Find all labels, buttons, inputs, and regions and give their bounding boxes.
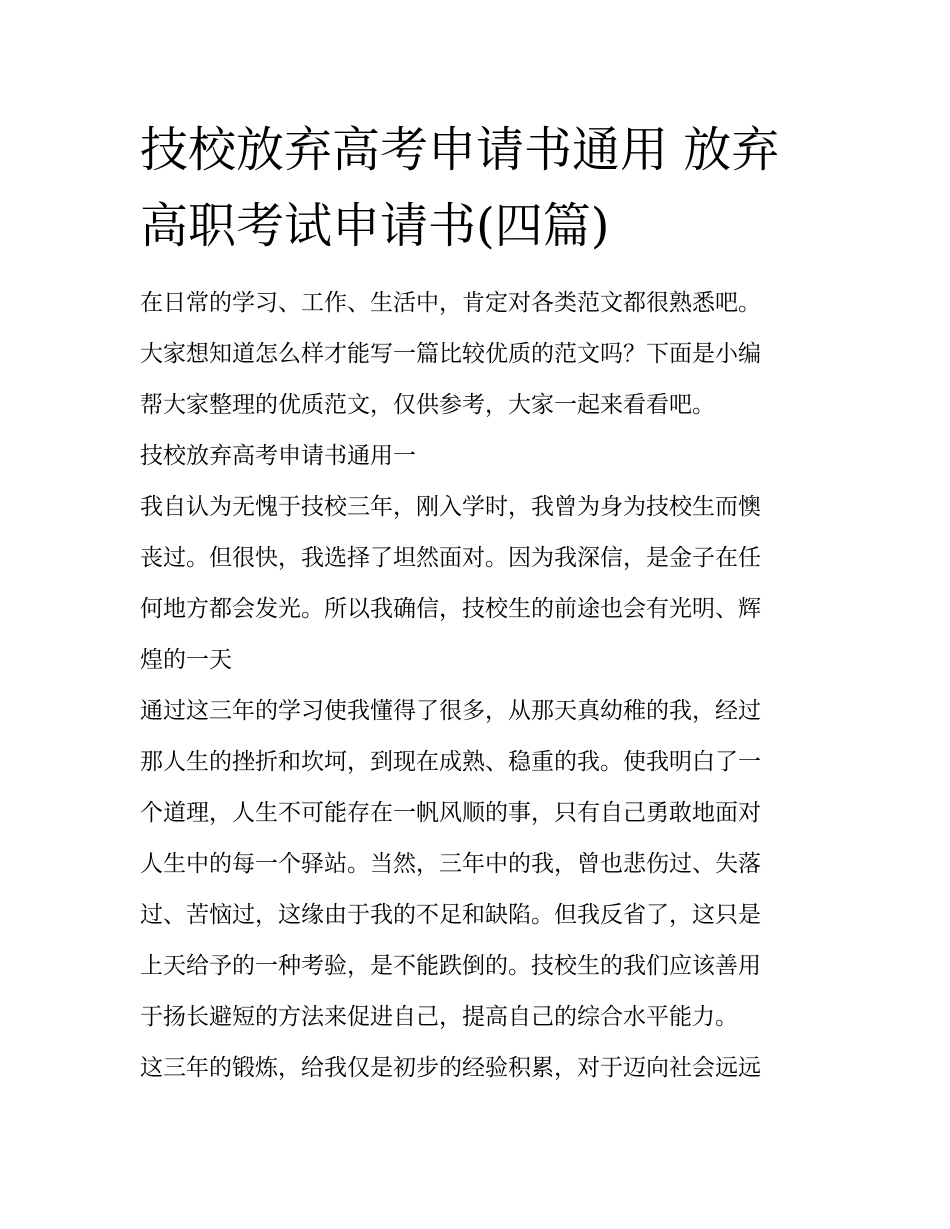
body-line: 于扬长避短的方法来促进自己，提高自己的综合水平能力。: [140, 1004, 738, 1030]
body-line: 大家想知道怎么样才能写一篇比较优质的范文吗？下面是小编: [140, 341, 761, 367]
body-line: 丧过。但很快，我选择了坦然面对。因为我深信，是金子在任: [140, 545, 761, 571]
body-line: 我自认为无愧于技校三年，刚入学时，我曾为身为技校生而懊: [140, 494, 761, 520]
body-line: 通过这三年的学习使我懂得了很多，从那天真幼稚的我，经过: [140, 698, 761, 724]
body-line: 个道理，人生不可能存在一帆风顺的事，只有自己勇敢地面对: [140, 800, 761, 826]
section-heading: 技校放弃高考申请书通用一: [140, 443, 416, 469]
body-line: 帮大家整理的优质范文，仅供参考，大家一起来看看吧。: [140, 392, 715, 418]
document-content: [140, 112, 814, 1094]
document-title: 技校放弃高考申请书通用 放弃高职考试申请书(四篇): [140, 122, 780, 254]
body-line: 这三年的锻炼，给我仅是初步的经验积累，对于迈向社会远远: [140, 1055, 761, 1081]
document-body: [140, 278, 814, 1094]
body-line: 人生中的每一个驿站。当然，三年中的我，曾也悲伤过、失落: [140, 851, 761, 877]
body-line: 煌的一天: [140, 647, 232, 673]
body-line: 在日常的学习、工作、生活中，肯定对各类范文都很熟悉吧。: [140, 290, 761, 316]
body-line: 何地方都会发光。所以我确信，技校生的前途也会有光明、辉: [140, 596, 761, 622]
body-line: 那人生的挫折和坎坷，到现在成熟、稳重的我。使我明白了一: [140, 749, 761, 775]
body-line: 上天给予的一种考验，是不能跌倒的。技校生的我们应该善用: [140, 953, 761, 979]
body-line: 过、苦恼过，这缘由于我的不足和缺陷。但我反省了，这只是: [140, 902, 761, 928]
